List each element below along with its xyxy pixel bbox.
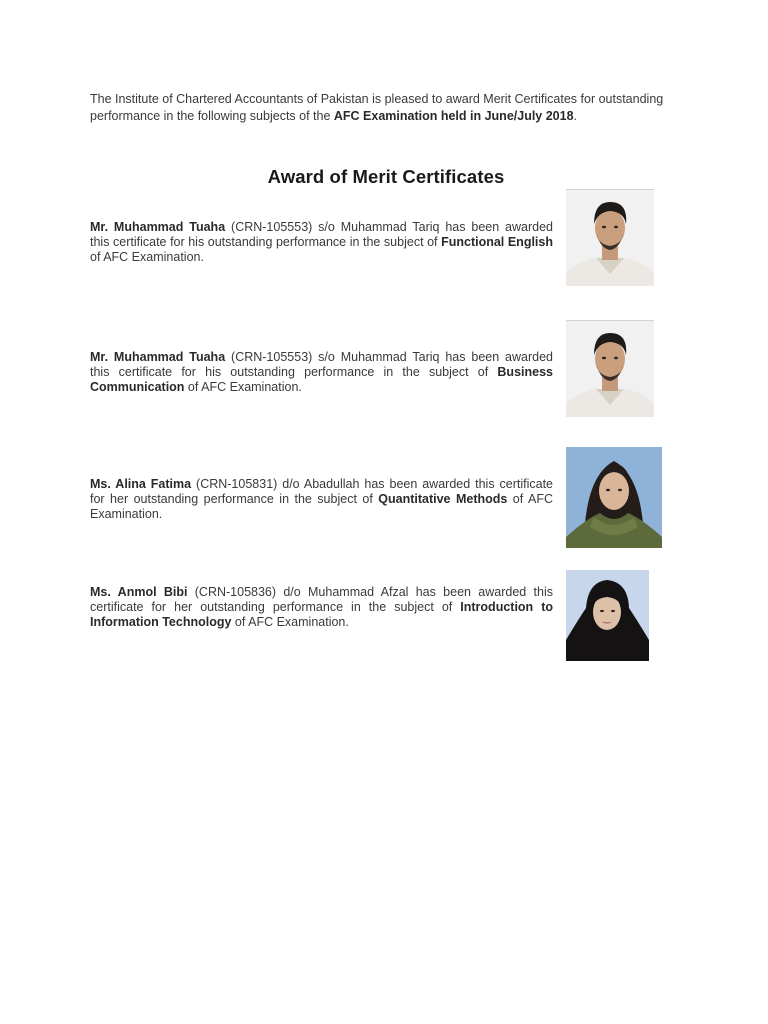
- intro-text: The Institute of Chartered Accountants of Pakistan is pleased to award Merit Certificates for outstanding performance in the following subjects of the: [90, 92, 664, 123]
- awardee-name: Mr. Muhammad Tuaha: [90, 350, 226, 364]
- awardee-name: Ms. Alina Fatima: [90, 477, 192, 491]
- award-details-end: of AFC Examination.: [90, 250, 204, 264]
- awardee-name: Ms. Anmol Bibi: [90, 585, 188, 599]
- award-details-end: of AFC Examination.: [184, 380, 302, 394]
- award-details-end: of AFC Examination.: [231, 615, 349, 629]
- intro-text-end: .: [573, 109, 578, 123]
- award-entry: [90, 477, 553, 522]
- award-details: (CRN-105553) s/o Muhammad Tariq has been awarded this certificate for his outstanding performance in the subject of: [90, 350, 554, 379]
- award-details: (CRN-105831) d/o Abadullah has been awarded this certificate for her outstanding performance in the subject of: [90, 477, 553, 506]
- award-subject: Introduction to Information Technology: [90, 600, 553, 629]
- award-entry: [90, 220, 553, 265]
- intro-exam-name: AFC Examination held in June/July 2018: [333, 109, 574, 123]
- awardee-photo: [566, 321, 654, 417]
- awardee-photo: [566, 447, 662, 548]
- award-entry: [90, 585, 553, 630]
- award-subject: Quantitative Methods: [378, 492, 508, 506]
- award-details-end: of AFC Examination.: [90, 492, 553, 521]
- award-details: (CRN-105836) d/o Muhammad Afzal has been awarded this certificate for her outstanding performance in the subject of: [90, 585, 553, 614]
- awardee-name: Mr. Muhammad Tuaha: [90, 220, 226, 234]
- award-details: (CRN-105553) s/o Muhammad Tariq has been awarded this certificate for his outstanding performance in the subject of: [90, 220, 554, 249]
- award-subject: Business Communication: [90, 365, 553, 394]
- intro-paragraph: [90, 91, 682, 125]
- award-entry: [90, 350, 553, 395]
- page-title: Award of Merit Certificates: [267, 166, 505, 187]
- awardee-photo: [566, 190, 654, 286]
- awardee-photo: [566, 570, 649, 661]
- award-subject: Functional English: [441, 235, 553, 249]
